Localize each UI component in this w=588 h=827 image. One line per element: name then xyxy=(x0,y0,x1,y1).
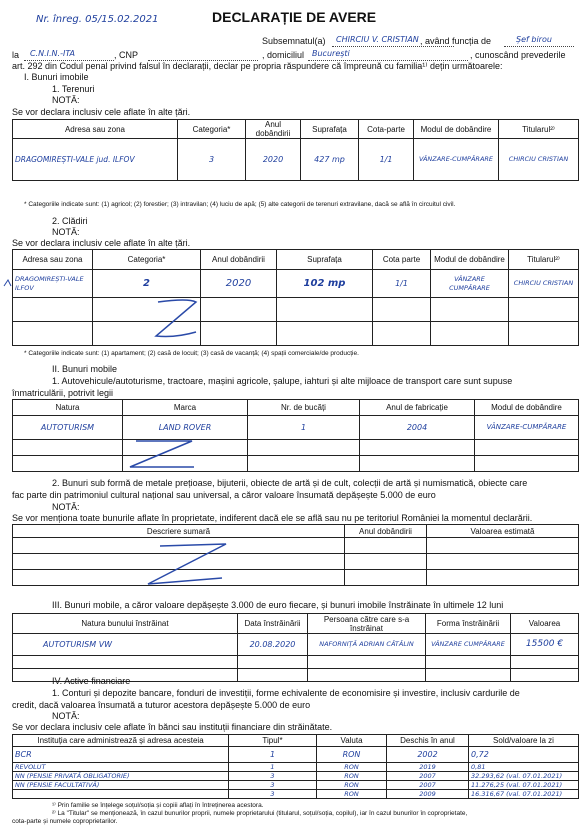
col-header: Adresa sau zona xyxy=(13,250,93,270)
cell: 11.276,25 (val. 07.01.2021) xyxy=(469,781,579,790)
cell: RON xyxy=(317,772,387,781)
col-header: Titularul²⁾ xyxy=(509,250,579,270)
cell: 2019 xyxy=(387,763,469,772)
table-row xyxy=(13,416,579,440)
page-title: DECLARAȚIE DE AVERE xyxy=(212,9,377,25)
margin-tick-mark xyxy=(2,278,16,288)
terenuri-footnote: * Categoriile indicate sunt: (1) agricol; (2) forestier; (3) intravilan; (4) luciu de apă; (5) alte categorii de terenuri extravilane, dacă se află în circuitul civil. xyxy=(24,201,456,208)
bunuri-pretioase-table xyxy=(12,524,579,586)
cell: CHIRCIU CRISTIAN xyxy=(509,270,579,298)
col-header: Natura bunului înstrăinat xyxy=(13,614,238,634)
col-header: Categoria* xyxy=(178,120,246,139)
cell: 2020 xyxy=(246,139,301,181)
table-header-row xyxy=(13,120,579,139)
table-header-row xyxy=(13,614,579,634)
table-row xyxy=(13,570,579,586)
table-row xyxy=(13,790,579,799)
col-header: Anul dobândirii xyxy=(345,525,427,538)
col-header: Anul de fabricație xyxy=(360,400,475,416)
declaration-statement: art. 292 din Codul penal privind falsul în declarații, declar pe propria răspundere că împreună cu familia¹⁾ dețin următoarele: xyxy=(12,61,503,71)
cell: 2004 xyxy=(360,416,475,440)
table-row xyxy=(13,440,579,456)
cell: 3 xyxy=(229,790,317,799)
subsection-terenuri: 1. Terenuri xyxy=(52,84,95,94)
cell: 1 xyxy=(229,763,317,772)
cell: 427 mp xyxy=(301,139,359,181)
domiciliul-value: București xyxy=(312,49,350,58)
cell: RON xyxy=(317,763,387,772)
autovehicule-text-1: 1. Autovehicule/autoturisme, tractoare, mașini agricole, șalupe, iahturi și alte mijloace de transport care sunt supuse xyxy=(52,376,513,386)
cell: 32.293,62 (val. 07.01.2021) xyxy=(469,772,579,781)
cell: 20.08.2020 xyxy=(238,634,308,656)
col-header: Valoarea xyxy=(511,614,579,634)
table-row xyxy=(13,139,579,181)
cell: 2007 xyxy=(387,772,469,781)
nota-label: NOTĂ: xyxy=(52,95,80,105)
col-header: Suprafața xyxy=(301,120,359,139)
cell: DRAGOMIREȘTI-VALE jud. ILFOV xyxy=(13,139,178,181)
cell: 16.316,67 (val. 07.01.2021) xyxy=(469,790,579,799)
cell: NN (PENSIE FACULTATIVĂ) xyxy=(13,781,229,790)
cladiri-table xyxy=(12,249,579,346)
la-label: la xyxy=(12,50,20,60)
col-header: Adresa sau zona xyxy=(13,120,178,139)
cladiri-footnote: * Categoriile indicate sunt: (1) apartament; (2) casă de locuit; (3) casă de vacanță; (4) spații comerciale/de producție. xyxy=(24,350,359,357)
col-header: Modul de dobândire xyxy=(414,120,499,139)
cell: VÂNZARE CUMPĂRARE xyxy=(431,270,509,298)
cell: 1 xyxy=(248,416,360,440)
cell: 2 xyxy=(93,270,201,298)
cell: REVOLUT xyxy=(13,763,229,772)
table-row xyxy=(13,322,579,346)
table-row xyxy=(13,298,579,322)
col-header: Data înstrăinării xyxy=(238,614,308,634)
col-header: Forma înstrăinării xyxy=(426,614,511,634)
nota-text: Se vor declara inclusiv cele aflate în bănci sau instituții financiare din străinătate. xyxy=(12,722,333,732)
nota-label: NOTĂ: xyxy=(52,711,80,721)
cell: 1/1 xyxy=(359,139,414,181)
table-row xyxy=(13,456,579,472)
terenuri-table xyxy=(12,119,579,181)
cell: CHIRCIU CRISTIAN xyxy=(499,139,579,181)
metale-pretioase-text-2: fac parte din patrimoniul cultural național sau universal, a căror valoare însumată depășește 5.000 de euro xyxy=(12,490,436,500)
col-header: Modul de dobândire xyxy=(431,250,509,270)
footnote-titular: ²⁾ La "Titular" se menționează, în cazul bunurilor proprii, numele proprietarului (titularul, soțul/soția, copilul), iar în cazul bunurilor în coproprietate, xyxy=(52,810,468,817)
col-header: Anul dobândirii xyxy=(246,120,301,139)
cell: 0,72 xyxy=(469,747,579,763)
la-value: C.N.I.N.-ITA xyxy=(30,49,75,58)
cell: AUTOTURISM VW xyxy=(13,634,238,656)
cell: LAND ROVER xyxy=(123,416,248,440)
registration-note: Nr. înreg. 05/15.02.2021 xyxy=(36,14,159,25)
cell: RON xyxy=(317,790,387,799)
cell: 102 mp xyxy=(277,270,373,298)
cell: 2009 xyxy=(387,790,469,799)
cell: RON xyxy=(317,747,387,763)
nota-text: Se vor declara inclusiv cele aflate în alte țări. xyxy=(12,107,191,117)
col-header: Suprafața xyxy=(277,250,373,270)
cell: 1/1 xyxy=(373,270,431,298)
table-row xyxy=(13,538,579,554)
cell: RON xyxy=(317,781,387,790)
table-row xyxy=(13,656,579,669)
functie-value: Șef birou xyxy=(516,35,552,44)
cell: 3 xyxy=(178,139,246,181)
table-header-row xyxy=(13,525,579,538)
cell xyxy=(13,790,229,799)
strike-through-mark xyxy=(130,296,210,344)
col-header: Sold/valoare la zi xyxy=(469,735,579,747)
col-header: Anul dobândirii xyxy=(201,250,277,270)
col-header: Natura xyxy=(13,400,123,416)
functie-line xyxy=(504,46,574,47)
autovehicule-table xyxy=(12,399,579,472)
cell: AUTOTURISM xyxy=(13,416,123,440)
cnp-label: , CNP xyxy=(114,50,139,60)
cell: 2020 xyxy=(201,270,277,298)
col-header: Cota parte xyxy=(373,250,431,270)
metale-pretioase-text-1: 2. Bunuri sub formă de metale prețioase, bijuterii, obiecte de artă și de cult, colecții de artă și numismatică, obiecte care xyxy=(52,478,528,488)
nota-text: Se vor menționa toate bunurile aflate în proprietate, indiferent dacă ele se află sau nu pe teritoriul României la momentul declarării. xyxy=(12,513,533,523)
strike-through-mark xyxy=(130,540,240,590)
section-bunuri-imobile: I. Bunuri imobile xyxy=(24,72,89,82)
table-row xyxy=(13,554,579,570)
cell: 3 xyxy=(229,781,317,790)
cell: 0,81 xyxy=(469,763,579,772)
col-header: Modul de dobândire xyxy=(475,400,579,416)
cell: BCR xyxy=(13,747,229,763)
section-bunuri-instrainate: III. Bunuri mobile, a căror valoare depășește 3.000 de euro fiecare, și bunuri imobile înstrăinate în ultimele 12 luni xyxy=(52,600,504,610)
table-row xyxy=(13,747,579,763)
cell: DRAGOMIREȘTI-VALE ILFOV xyxy=(13,270,93,298)
col-header: Categoria* xyxy=(93,250,201,270)
cell: 1 xyxy=(229,747,317,763)
conturi-text-1: 1. Conturi și depozite bancare, fonduri de investiții, forme echivalente de economisire și investire, inclusiv cardurile de xyxy=(52,688,520,698)
bunuri-instrainate-table xyxy=(12,613,579,682)
section-active-financiare: IV. Active financiare xyxy=(52,676,131,686)
cell: NAFORNIȚĂ ADRIAN CĂTĂLIN xyxy=(308,634,426,656)
conturi-table xyxy=(12,734,579,799)
cell: VÂNZARE-CUMPĂRARE xyxy=(414,139,499,181)
col-header: Tipul* xyxy=(229,735,317,747)
table-header-row xyxy=(13,400,579,416)
footnote-titular-cont: cota-parte și numele coproprietarilor. xyxy=(12,818,118,825)
subsemnatul-label: Subsemnatul(a) xyxy=(262,36,326,46)
col-header: Valoarea estimată xyxy=(427,525,579,538)
col-header: Cota-parte xyxy=(359,120,414,139)
table-row xyxy=(13,634,579,656)
cell: VÂNZARE CUMPĂRARE xyxy=(426,634,511,656)
col-header: Deschis în anul xyxy=(387,735,469,747)
subsection-cladiri: 2. Clădiri xyxy=(52,216,88,226)
col-header: Descriere sumară xyxy=(13,525,345,538)
nota-label: NOTĂ: xyxy=(52,502,80,512)
col-header: Marca xyxy=(123,400,248,416)
col-header: Persoana către care s-a înstrăinat xyxy=(308,614,426,634)
autovehicule-text-2: înmatriculării, potrivit legii xyxy=(12,388,114,398)
strike-through-mark xyxy=(110,437,210,473)
subsemnatul-value: CHIRCIU V. CRISTIAN xyxy=(336,35,419,44)
cell: VÂNZARE-CUMPĂRARE xyxy=(475,416,579,440)
table-row xyxy=(13,270,579,298)
footnote-familie: ¹⁾ Prin familie se înțelege soțul/soția și copiii aflați în întreținerea acestora. xyxy=(52,802,264,809)
col-header: Titularul²⁾ xyxy=(499,120,579,139)
col-header: Nr. de bucăți xyxy=(248,400,360,416)
col-header: Instituția care administrează și adresa acesteia xyxy=(13,735,229,747)
cunoscand-text: , cunoscând prevederile xyxy=(470,50,566,60)
nota-text: Se vor declara inclusiv cele aflate în alte țări. xyxy=(12,238,191,248)
conturi-text-2: credit, dacă valoarea însumată a tuturor acestora depășește 5.000 de euro xyxy=(12,700,311,710)
table-row xyxy=(13,781,579,790)
table-header-row xyxy=(13,250,579,270)
section-bunuri-mobile: II. Bunuri mobile xyxy=(52,364,118,374)
cell: 2002 xyxy=(387,747,469,763)
table-row xyxy=(13,763,579,772)
table-row xyxy=(13,772,579,781)
cell: 2007 xyxy=(387,781,469,790)
cell: NN (PENSIE PRIVATĂ OBLIGATORIE) xyxy=(13,772,229,781)
nota-label: NOTĂ: xyxy=(52,227,80,237)
functie-label: , având funcția de xyxy=(420,36,492,46)
col-header: Valuta xyxy=(317,735,387,747)
cell: 3 xyxy=(229,772,317,781)
table-header-row xyxy=(13,735,579,747)
domiciliul-label: , domiciliul xyxy=(262,50,305,60)
cell: 15500 € xyxy=(511,634,579,656)
